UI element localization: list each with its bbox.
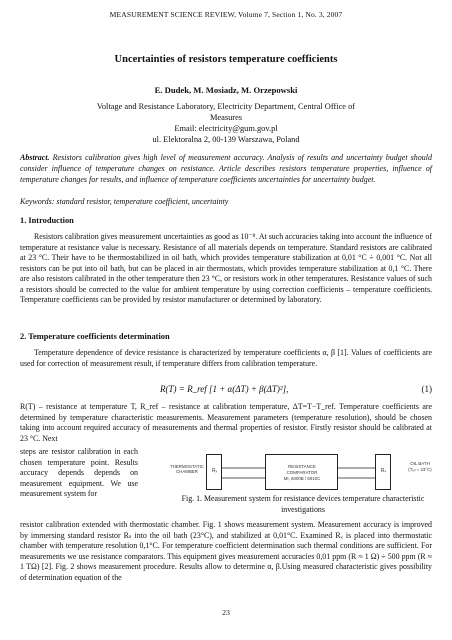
section-heading-temperature-coefficients: 2. Temperature coefficients determination [20,332,170,341]
abstract [20,152,432,185]
thermostatic-chamber-box [206,454,222,490]
affiliation-address: ul. Elektoralna 2, 00-139 Warszawa, Poland [152,135,300,144]
abstract-text: Resistors calibration gives high level of measurement accuracy. Analysis of results and uncertainty budget should consider influence of temperature changes on resistance. Article describes resistors temperature properties, influence of temperature changes for results, and influence of temperature coefficients uncertainties for uncertainty budget. [20,153,433,184]
comparator-label-3: MI, 6000B / 6010C [283,476,321,481]
affiliation-email: Email: electricity@gum.gov.pl [174,124,278,133]
rs-label: Rₛ [380,468,387,474]
running-head: MEASUREMENT SCIENCE REVIEW, Volume 7, Section 1, No. 3, 2007 [109,10,343,19]
oil-bath-label-1: OIL BATH [410,461,430,466]
introduction-paragraph: Resistors calibration gives measurement uncertainties as good as 10⁻⁸. At such accuracies taking into account the influence of temperature at resistance value is necessary. Resistance of all materials depends on temperature. Standard resistors are calibrated at 23 °C. Their have to be thermostabilized in oil bath, which provides temperature stabilization at 0,01 °C ÷ 0,001 °C. Not all resistors can be put into oil bath, but can be placed in air thermostats, which provides temperature stabilization at 0,1 °C. There are also resistors calibrated in the other temperature then 23 °C, or resistors work in other temperatures. Resistance values of such a resistors should be corrected to the value for ambient temperature by using correction coefficients – temperature coefficients. Temperature coefficients can be provided by resistor manufacturer or determined by laboratory. [20,232,432,304]
equation-body: R(T) = R_ref [1 + α(ΔT) + β(ΔT)²], [160,384,289,394]
temperature-coefficients-paragraph: Temperature dependence of device resistance is characterized by temperature coefficients α, β [1]. Values of coefficients are used for correction of measurement result, if temperature differs from calibration temperature. [20,348,432,368]
affiliation-line2: Measures [209,113,243,123]
section-heading-introduction: 1. Introduction [20,216,74,225]
oil-bath-label-2: (Tₒᵢₗ = 23°C) [408,467,432,472]
measurement-system-diagram [170,450,445,498]
paper-authors: E. Dudek, M. Mosiadz, M. Orzepowski [154,85,298,95]
figure-caption: Fig. 1. Measurement system for resistance devices temperature characteristic investigations [181,494,425,514]
wrapped-text-column: steps are resistor calibration in each chosen temperature point. Results accuracy depends depends on measurement equipment. We use measurement system for [20,447,138,498]
equation-number: (1) [421,384,432,394]
resistance-comparator-box [265,454,338,490]
affiliation [40,101,412,123]
keywords: Keywords: standard resistor, temperature coefficient, uncertainty [20,197,229,206]
oil-bath-box [375,454,391,490]
thermostatic-chamber-label: THERMOSTATIC CHAMBER [170,464,204,475]
abstract-label: Abstract. [20,153,50,162]
comparator-label-1: RESISTANCE [288,464,316,469]
affiliation-line1: Voltage and Resistance Laboratory, Electricity Department, Central Office of [96,102,356,111]
page-number: 23 [222,608,230,617]
equation-explanation-paragraph: R(T) – resistance at temperature T, R_ref – resistance at calibration temperature, ΔT=T−T_ref. Temperature coefficients are determined by temperature characteristic measurements. Measurement parameters (temperature resolution), should be chosen taking into account required accuracy of measurements and thermal properties of resistor. Firstly resistor should be calibrated at 23 °C. Next [20,402,432,443]
equation-1 [0,382,452,400]
measurement-system-paragraph: resistor calibration extended with thermostatic chamber. Fig. 1 shows measurement system. Measurement accuracy is improved by immersing standard resistor Rₛ into the oil bath (23°C), and stabilized at 0,01°C. Examined Rₓ is placed into thermostatic chamber with temperature resolution 0,1°C. For temperature coefficient determination such thermal conditions are sufficient. For measurements we use resistance comparators. This equipment gives measurement accuracies 0,01 ppm (R ≈ 1 Ω) ÷ 500 ppm (R ≈ 1 TΩ) [2]. Fig. 2 shows measurement procedure. Results allow to determine α, β.Using measured characteristic gives possibility of determination equation of the [20,520,432,582]
rx-label: Rₓ [211,468,218,474]
comparator-label-2: COMPARATOR [286,470,318,475]
paper-title: Uncertainties of resistors temperature coefficients [114,54,338,65]
